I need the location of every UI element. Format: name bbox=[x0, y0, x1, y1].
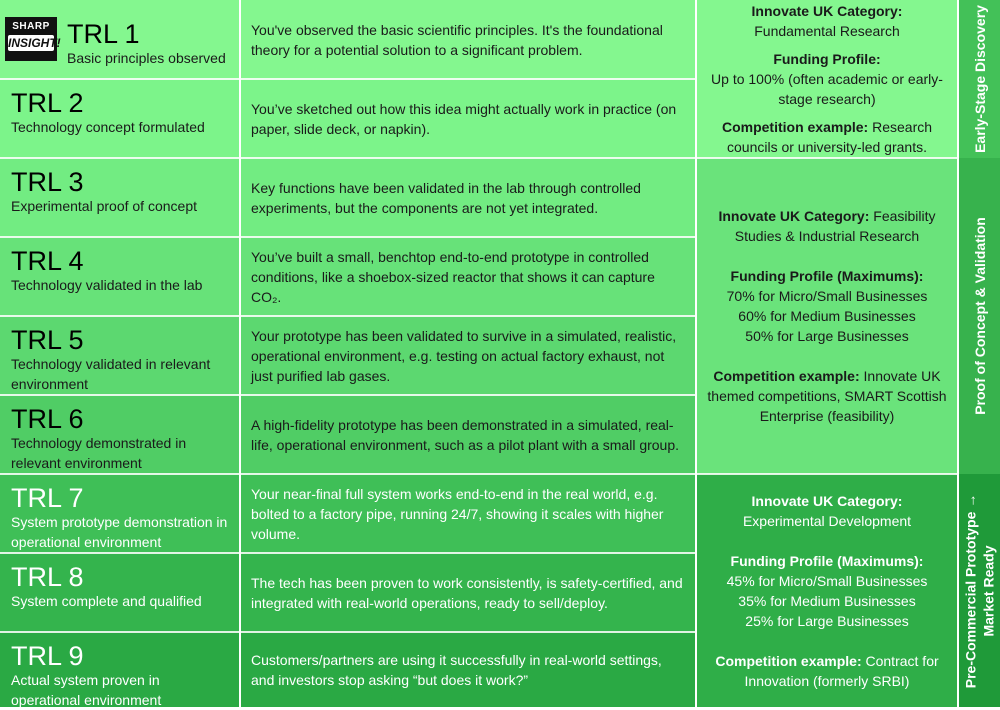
row-divider bbox=[0, 315, 697, 317]
trl-title: Technology validated in relevant environment bbox=[11, 356, 211, 392]
trl-title: System prototype demonstration in operational environment bbox=[11, 514, 228, 550]
phase-label: Early-Stage Discovery bbox=[971, 5, 988, 153]
funding-line: 35% for Medium Businesses bbox=[738, 592, 916, 609]
trl-description-text: A high-fidelity prototype has been demonstrated in a simulated, real-life, operational environment, such as a pilot plant with a small group. bbox=[251, 416, 680, 453]
trl-label-cell bbox=[0, 237, 239, 316]
trl-description-text: Your near-final full system works end-to-end in the real world, e.g. bolted to a factory pipe, running 24/7, showing it scales with higher volume. bbox=[251, 485, 664, 542]
phase-proof-of-concept bbox=[959, 158, 1000, 474]
funding-line: 45% for Micro/Small Businesses bbox=[726, 572, 928, 589]
competition-value: Innovate UK themed competitions, SMART Scottish Enterprise (feasibility) bbox=[707, 368, 947, 424]
trl-description-text: Key functions have been validated in the lab through controlled experiments, but the components are not yet integrated. bbox=[251, 179, 641, 216]
phase-label: Proof of Concept & Validation bbox=[971, 217, 988, 415]
trl-number: TRL 7 bbox=[11, 483, 84, 513]
column-divider bbox=[239, 0, 241, 707]
logo-line-2: INSIGHT! bbox=[8, 36, 61, 50]
trl-description bbox=[241, 553, 695, 632]
trl-number: TRL 2 bbox=[11, 88, 84, 118]
trl-label-cell bbox=[0, 474, 239, 553]
category-value: Experimental Development bbox=[742, 512, 912, 529]
trl-label-cell bbox=[0, 553, 239, 632]
row-divider bbox=[0, 473, 958, 475]
row-divider bbox=[0, 394, 697, 396]
trl-number: TRL 6 bbox=[11, 404, 84, 434]
trl-label-cell bbox=[0, 158, 239, 237]
row-divider bbox=[0, 552, 697, 554]
phase-label bbox=[962, 493, 998, 688]
trl-title: Technology concept formulated bbox=[11, 119, 205, 135]
trl-label-cell bbox=[0, 316, 239, 395]
category-value: Fundamental Research bbox=[754, 23, 900, 39]
column-divider bbox=[957, 0, 959, 707]
trl-title: Technology validated in the lab bbox=[11, 277, 203, 293]
trl-title: Technology demonstrated in relevant environment bbox=[11, 435, 187, 471]
trl-description bbox=[241, 158, 695, 237]
funding-label: Funding Profile: bbox=[773, 51, 881, 67]
trl-description bbox=[241, 79, 695, 158]
trl-number: TRL 9 bbox=[11, 641, 84, 671]
competition-label: Competition example: bbox=[713, 368, 860, 384]
phase-label-line: Pre-Commercial Prototype → bbox=[962, 493, 979, 688]
trl-description-text: The tech has been proven to work consistently, is safety-certified, and integrated with real-world operations, ready to sell/deploy. bbox=[251, 574, 683, 611]
row-divider bbox=[0, 236, 697, 238]
trl-number: TRL 5 bbox=[11, 325, 84, 355]
competition-value: Contract for Innovation (formerly SRBI) bbox=[744, 652, 939, 689]
info-cell-early-stage bbox=[697, 0, 957, 158]
funding-line: 25% for Large Businesses bbox=[745, 612, 909, 629]
trl-number: TRL 8 bbox=[11, 562, 84, 592]
trl-title: System complete and qualified bbox=[11, 593, 202, 609]
trl-title: Basic principles observed bbox=[67, 50, 226, 66]
trl-description bbox=[241, 316, 695, 395]
phase-pre-commercial bbox=[959, 474, 1000, 707]
trl-number: TRL 1 bbox=[67, 19, 140, 49]
info-cell-proof-of-concept bbox=[697, 158, 957, 474]
competition-label: Competition example: bbox=[715, 652, 862, 669]
trl-description-text: Your prototype has been validated to survive in a simulated, realistic, operational environment, e.g. testing on actual factory exhaust, not just purified lab gases. bbox=[251, 327, 677, 384]
funding-line: Up to 100% (often academic or early-stage research) bbox=[711, 71, 943, 107]
category-label: Innovate UK Category: bbox=[751, 492, 903, 509]
logo-line-1: SHARP bbox=[12, 21, 50, 32]
trl-description-text: You've observed the basic scientific principles. It's the foundational theory for a potential solution to a significant problem. bbox=[251, 21, 663, 58]
funding-label: Funding Profile (Maximums): bbox=[730, 552, 924, 569]
phase-label-line: Market Ready bbox=[980, 544, 997, 637]
trl-label-cell bbox=[0, 395, 239, 474]
trl-description bbox=[241, 632, 695, 707]
row-divider bbox=[0, 78, 697, 80]
category-value: Feasibility Studies & Industrial Research bbox=[734, 208, 936, 244]
trl-number: TRL 3 bbox=[11, 167, 84, 197]
competition-value: Research councils or university-led grants. bbox=[727, 119, 933, 155]
trl-description bbox=[241, 474, 695, 553]
row-divider bbox=[0, 631, 697, 633]
info-cell-pre-commercial bbox=[697, 474, 957, 707]
funding-line: 70% for Micro/Small Businesses bbox=[726, 288, 928, 304]
phase-early-stage bbox=[959, 0, 1000, 158]
category-label: Innovate UK Category: bbox=[718, 208, 870, 224]
trl-description-text: You’ve sketched out how this idea might actually work in practice (on paper, slide deck, or napkin). bbox=[251, 100, 677, 137]
trl-description-text: You’ve built a small, benchtop end-to-end prototype in controlled conditions, like a shoebox-sized reactor that shows it can capture CO₂. bbox=[251, 248, 655, 305]
trl-title: Experimental proof of concept bbox=[11, 198, 197, 214]
category-label: Innovate UK Category: bbox=[751, 3, 903, 19]
trl-description bbox=[241, 0, 695, 79]
trl-description bbox=[241, 237, 695, 316]
funding-line: 50% for Large Businesses bbox=[745, 328, 909, 344]
trl-number: TRL 4 bbox=[11, 246, 84, 276]
trl-description bbox=[241, 395, 695, 474]
column-divider bbox=[695, 0, 697, 707]
sharp-insight-logo bbox=[5, 17, 61, 61]
trl-label-cell bbox=[0, 79, 239, 158]
funding-label: Funding Profile (Maximums): bbox=[730, 268, 924, 284]
trl-description-text: Customers/partners are using it successfully in real-world settings, and investors stop asking “but does it work?” bbox=[251, 651, 662, 688]
trl-title: Actual system proven in operational environment bbox=[11, 672, 162, 708]
funding-line: 60% for Medium Businesses bbox=[738, 308, 916, 324]
row-divider bbox=[0, 157, 958, 159]
competition-label: Competition example: bbox=[721, 119, 869, 135]
trl-label-cell bbox=[0, 632, 239, 707]
